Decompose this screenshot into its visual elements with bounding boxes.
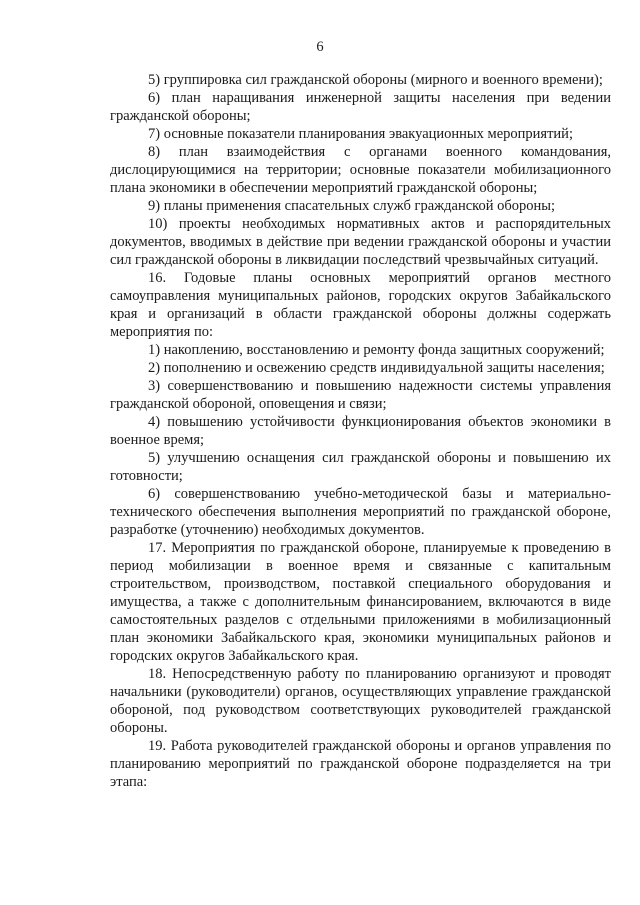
list-item-5-civil-defense-forces: 5) группировка сил гражданской обороны (мирного и военного времени); [148,72,603,88]
list-item-8-military-cooperation: 8) план взаимодействия с органами военного командования, дислоцирующимися на территории; основные показатели мобилизационного плана экономики в обеспечении мероприятий гражданской обороны; [110,144,611,196]
section-19-planning-stages: 19. Работа руководителей гражданской обороны и органов управления по планированию мероприятий по гражданской обороне подразделяется на три этапа: [110,738,611,790]
list-item-7-evacuation-indicators: 7) основные показатели планирования эвакуационных мероприятий; [148,126,573,142]
section-16-annual-plans: 16. Годовые планы основных мероприятий органов местного самоуправления муниципальных районов, городских округов Забайкальского края и организаций в области гражданской обороны должны содержать мероприятия по: [110,270,611,340]
list-item-10-draft-acts: 10) проекты необходимых нормативных актов и распорядительных документов, вводимых в действие при ведении гражданской обороны и участии сил гражданской обороны в ликвидации последствий чрезвычайных ситуаций. [110,216,611,268]
list-item-9-rescue-services: 9) планы применения спасательных служб гражданской обороны; [148,198,556,214]
list-item-1-shelters: 1) накоплению, восстановлению и ремонту фонда защитных сооружений; [148,342,605,358]
list-item-3-control-system: 3) совершенствованию и повышению надежности системы управления гражданской обороной, оповещения и связи; [110,378,611,412]
list-item-5-forces-readiness: 5) улучшению оснащения сил гражданской обороны и повышению их готовности; [110,450,611,484]
document-body [110,71,611,791]
section-18-planning-work: 18. Непосредственную работу по планированию организуют и проводят начальники (руководители) органов, осуществляющих управление гражданской обороной, под руководством соответствующих руководителей гражданской обороны. [110,666,611,736]
list-item-4-economic-stability: 4) повышению устойчивости функционирования объектов экономики в военное время; [110,414,611,448]
page-number: 6 [316,39,324,55]
list-item-6-engineering-protection: 6) план наращивания инженерной защиты населения при ведении гражданской обороны; [110,90,611,124]
list-item-2-protection-means: 2) пополнению и освежению средств индивидуальной защиты населения; [148,360,605,376]
section-17-mobilization-measures: 17. Мероприятия по гражданской обороне, планируемые к проведению в период мобилизации в военное время и связанные с капитальным строительством, производством, поставкой специального оборудования и имущества, а также с дополнительным финансированием, включаются в виде самостоятельных разделов с отдельными приложениями в мобилизационный план экономики Забайкальского края, экономики муниципальных районов и городских округов Забайкальского края. [110,540,611,664]
list-item-6-training-base: 6) совершенствованию учебно-методической базы и материально-технического обеспечения выполнения мероприятий по гражданской обороне, разработке (уточнению) необходимых документов. [110,486,611,538]
